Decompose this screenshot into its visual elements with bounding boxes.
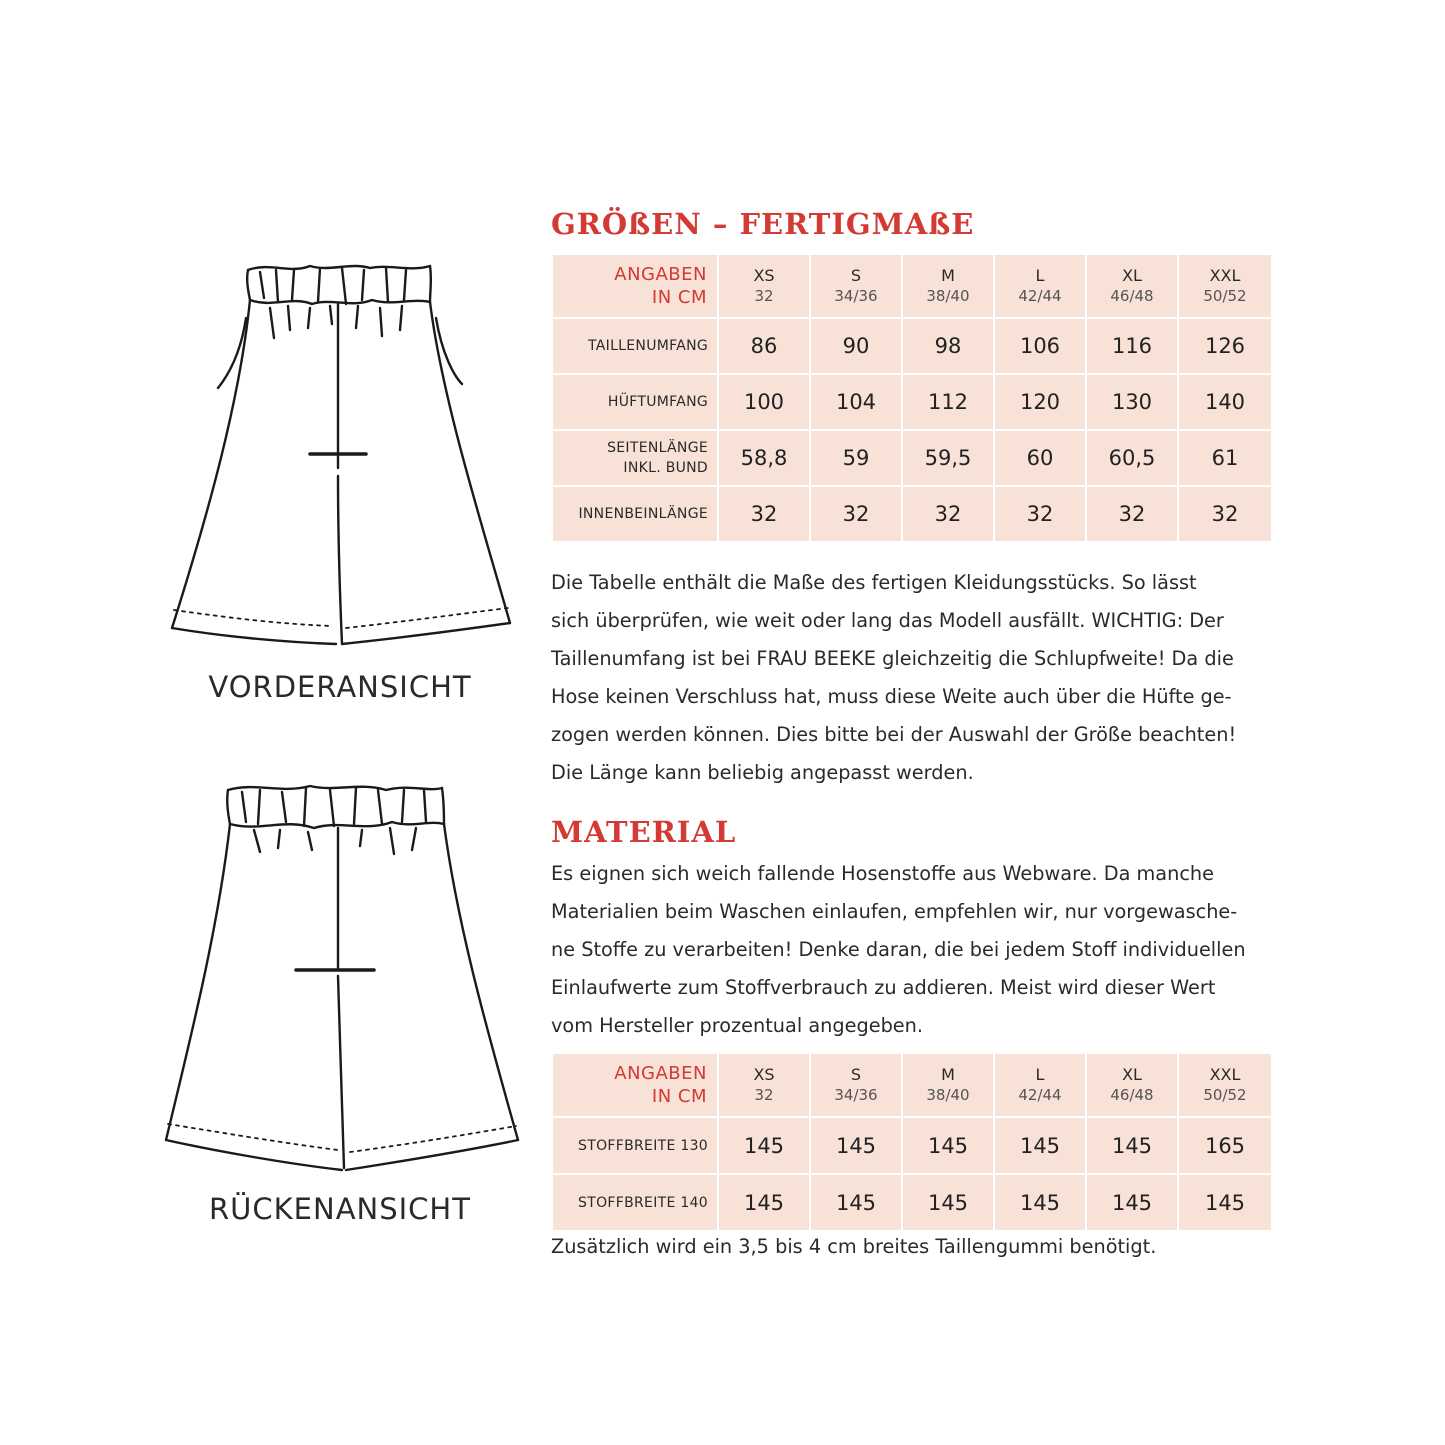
row-label <box>552 1117 718 1174</box>
size-column-header <box>718 1053 810 1117</box>
table-cell: 60,5 <box>1086 430 1178 486</box>
paragraph-line: Die Länge kann beliebig angepasst werden. <box>551 761 974 784</box>
row-label-text: HÜFTUMFANG <box>607 394 708 410</box>
table-cell: 58,8 <box>718 430 810 486</box>
table-row <box>552 318 1272 374</box>
paragraph-line: Einlaufwerte zum Stoffverbrauch zu addieren. Meist wird dieser Wert <box>551 976 1216 999</box>
row-label <box>552 318 718 374</box>
size-eu: 50/52 <box>1203 1086 1247 1104</box>
row-label <box>552 486 718 542</box>
row-label-text: INNENBEINLÄNGE <box>578 506 708 522</box>
size-column-header <box>902 1053 994 1117</box>
shorts-back-illustration <box>160 780 520 1180</box>
table-cell: 145 <box>902 1117 994 1174</box>
table-cell: 112 <box>902 374 994 430</box>
row-label <box>552 1174 718 1231</box>
table-cell: 145 <box>718 1117 810 1174</box>
front-view-label: VORDERANSICHT <box>208 670 472 704</box>
table-cell: 104 <box>810 374 902 430</box>
size-column-header <box>810 254 902 318</box>
table-cell: 61 <box>1178 430 1272 486</box>
table-header-row <box>552 254 1272 318</box>
sizes-description <box>551 564 1281 792</box>
units-label-line1: ANGABEN <box>614 264 707 285</box>
units-label <box>552 254 718 318</box>
elastic-footnote: Zusätzlich wird ein 3,5 bis 4 cm breites Taillengummi benötigt. <box>551 1235 1157 1258</box>
table-cell: 145 <box>1086 1117 1178 1174</box>
table-row <box>552 374 1272 430</box>
table-cell: 145 <box>810 1174 902 1231</box>
size-column-header <box>994 254 1086 318</box>
size-letter: XXL <box>1209 266 1241 285</box>
size-eu: 34/36 <box>834 287 878 305</box>
size-eu: 42/44 <box>1018 1086 1062 1104</box>
size-letter: S <box>850 266 862 285</box>
size-letter: XXL <box>1209 1065 1241 1084</box>
units-label-line2: IN CM <box>651 1086 707 1107</box>
table-row <box>552 486 1272 542</box>
table-row <box>552 1174 1272 1231</box>
paragraph-line: zogen werden können. Dies bitte bei der Auswahl der Größe beachten! <box>551 723 1237 746</box>
size-column-header <box>718 254 810 318</box>
size-eu: 32 <box>754 1086 774 1104</box>
size-column-header <box>1178 1053 1272 1117</box>
size-eu: 46/48 <box>1110 1086 1154 1104</box>
paragraph-line: Die Tabelle enthält die Maße des fertigen Kleidungsstücks. So lässt <box>551 571 1197 594</box>
size-column-header <box>994 1053 1086 1117</box>
table-cell: 60 <box>994 430 1086 486</box>
table-cell: 32 <box>1178 486 1272 542</box>
size-eu: 38/40 <box>926 287 970 305</box>
paragraph-line: vom Hersteller prozentual angegeben. <box>551 1014 924 1037</box>
table-cell: 140 <box>1178 374 1272 430</box>
size-eu: 34/36 <box>834 1086 878 1104</box>
paragraph-line: Taillenumfang ist bei FRAU BEEKE gleichzeitig die Schlupfweite! Da die <box>551 647 1234 670</box>
table-row <box>552 1117 1272 1174</box>
back-view-label: RÜCKENANSICHT <box>209 1192 471 1226</box>
table-cell: 32 <box>718 486 810 542</box>
size-eu: 42/44 <box>1018 287 1062 305</box>
units-label-line1: ANGABEN <box>614 1063 707 1084</box>
size-letter: XS <box>753 1065 775 1084</box>
table-cell: 59,5 <box>902 430 994 486</box>
back-view-sketch <box>160 780 520 1180</box>
table-cell: 126 <box>1178 318 1272 374</box>
size-eu: 38/40 <box>926 1086 970 1104</box>
table-cell: 120 <box>994 374 1086 430</box>
table-cell: 86 <box>718 318 810 374</box>
table-cell: 145 <box>994 1117 1086 1174</box>
size-column-header <box>810 1053 902 1117</box>
table-cell: 32 <box>994 486 1086 542</box>
table-cell: 59 <box>810 430 902 486</box>
table-cell: 130 <box>1086 374 1178 430</box>
size-letter: L <box>1035 266 1045 285</box>
table-cell: 145 <box>1178 1174 1272 1231</box>
table-cell: 100 <box>718 374 810 430</box>
size-letter: L <box>1035 1065 1045 1084</box>
units-label <box>552 1053 718 1117</box>
row-label <box>552 430 718 486</box>
table-cell: 145 <box>1086 1174 1178 1231</box>
table-cell: 145 <box>718 1174 810 1231</box>
table-cell: 32 <box>1086 486 1178 542</box>
row-label <box>552 374 718 430</box>
row-label-text: STOFFBREITE 140 <box>578 1194 708 1211</box>
table-row <box>552 430 1272 486</box>
table-cell: 98 <box>902 318 994 374</box>
table-cell: 32 <box>902 486 994 542</box>
size-column-header <box>1086 254 1178 318</box>
table-cell: 90 <box>810 318 902 374</box>
units-label-line2: IN CM <box>651 287 707 308</box>
paragraph-line: ne Stoffe zu verarbeiten! Denke daran, die bei jedem Stoff individuellen <box>551 938 1246 961</box>
size-letter: XL <box>1122 1065 1142 1084</box>
size-letter: M <box>941 1065 955 1084</box>
material-description <box>551 855 1281 1045</box>
size-eu: 46/48 <box>1110 287 1154 305</box>
table-cell: 145 <box>902 1174 994 1231</box>
row-label-text: SEITENLÄNGE <box>607 440 708 456</box>
size-eu: 50/52 <box>1203 287 1247 305</box>
front-view-sketch <box>160 258 520 658</box>
table-cell: 32 <box>810 486 902 542</box>
finished-measurements-table <box>551 253 1273 543</box>
row-label-text-line2: INKL. BUND <box>623 460 708 476</box>
row-label-text: STOFFBREITE 130 <box>578 1137 708 1154</box>
size-letter: M <box>941 266 955 285</box>
size-column-header <box>1178 254 1272 318</box>
size-letter: XL <box>1122 266 1142 285</box>
paragraph-line: Es eignen sich weich fallende Hosenstoffe aus Webware. Da manche <box>551 862 1215 885</box>
material-heading: MATERIAL <box>551 815 737 849</box>
table-cell: 145 <box>994 1174 1086 1231</box>
row-label-text: TAILLENUMFANG <box>588 338 708 354</box>
paragraph-line: Hose keinen Verschluss hat, muss diese Weite auch über die Hüfte ge- <box>551 685 1232 708</box>
table-cell: 116 <box>1086 318 1178 374</box>
sizes-heading: GRÖßEN – FERTIGMAßE <box>551 207 975 241</box>
table-cell: 106 <box>994 318 1086 374</box>
size-eu: 32 <box>754 287 774 305</box>
table-cell: 165 <box>1178 1117 1272 1174</box>
size-letter: XS <box>753 266 775 285</box>
size-letter: S <box>850 1065 862 1084</box>
table-header-row <box>552 1053 1272 1117</box>
shorts-front-illustration <box>160 258 520 658</box>
paragraph-line: Materialien beim Waschen einlaufen, empfehlen wir, nur vorgewasche- <box>551 900 1238 923</box>
size-column-header <box>1086 1053 1178 1117</box>
paragraph-line: sich überprüfen, wie weit oder lang das Modell ausfällt. WICHTIG: Der <box>551 609 1224 632</box>
table-cell: 145 <box>810 1117 902 1174</box>
fabric-requirements-table <box>551 1052 1273 1232</box>
size-column-header <box>902 254 994 318</box>
